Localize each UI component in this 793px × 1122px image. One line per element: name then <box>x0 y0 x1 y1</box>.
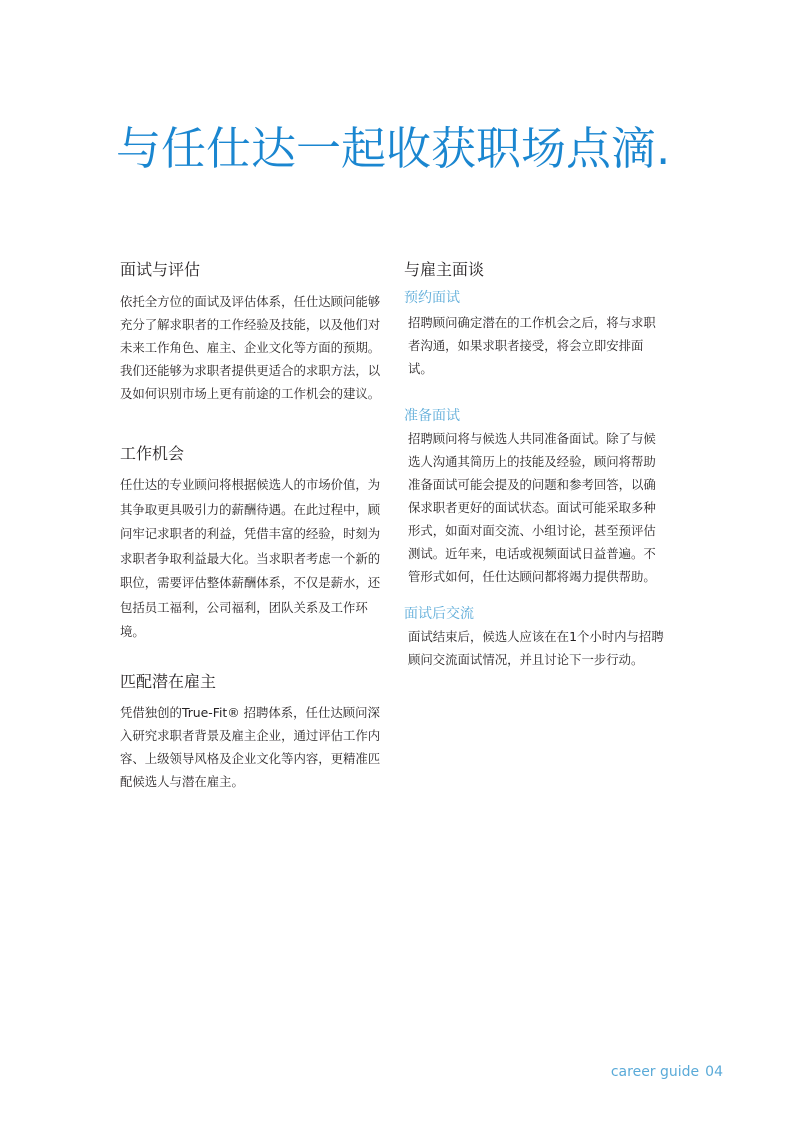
subsection-heading: 面试后交流 <box>404 606 474 622</box>
left-column <box>120 258 382 793</box>
page-footer <box>611 1062 723 1082</box>
subsection-schedule-interview <box>404 287 666 380</box>
section-heading: 匹配潜在雇主 <box>120 671 217 691</box>
section-heading: 面试与评估 <box>120 260 201 279</box>
subsection-heading: 预约面试 <box>404 290 460 306</box>
subsection-body: 招聘顾问确定潜在的工作机会之后，将与求职者沟通，如果求职者接受，将会立即安排面试。 <box>408 315 656 376</box>
page-number: 04 <box>705 1064 723 1080</box>
section-body: 依托全方位的面试及评估体系，任仕达顾问能够充分了解求职者的工作经验及技能，以及他们对未来工作角色、雇主、企业文化等方面的预期。我们还能够为求职者提供更适合的求职方法，以及如何识别市场上更有前途的工作机会的建议。 <box>120 294 381 401</box>
page-title: 与任仕达一起收获职场点滴. <box>116 122 671 175</box>
section-job-opportunity <box>120 442 382 645</box>
right-column <box>404 258 666 671</box>
subsection-heading: 准备面试 <box>404 408 460 424</box>
subsection-body: 招聘顾问将与候选人共同准备面试。除了与候选人沟通其简历上的技能及经验，顾问将帮助准备面试可能会提及的问题和参考回答，以确保求职者更好的面试状态。面试可能采取多种形式，如面对面交流、小组讨论，甚至预评估测试。近年来，电话或视频面试日益普遍。不管形式如何，任仕达顾问都将竭力提供帮助。 <box>408 431 656 584</box>
section-heading: 工作机会 <box>120 444 185 463</box>
section-match-employer <box>120 670 382 793</box>
subsection-body: 面试结束后，候选人应该在在1个小时内与招聘顾问交流面试情况，并且讨论下一步行动。 <box>408 629 664 667</box>
subsection-prepare-interview <box>404 405 666 588</box>
section-interview-assessment <box>120 258 382 405</box>
section-body: 凭借独创的True-Fit® 招聘体系，任仕达顾问深入研究求职者背景及雇主企业，通过评估工作内容、上级领导风格及企业文化等内容，更精准匹配候选人与潜在雇主。 <box>120 704 381 789</box>
footer-label: career guide <box>610 1064 700 1080</box>
subsection-post-interview <box>404 603 666 671</box>
section-body: 任仕达的专业顾问将根据候选人的市场价值，为其争取更具吸引力的薪酬待遇。在此过程中，顾问牢记求职者的利益，凭借丰富的经验，时刻为求职者争取利益最大化。当求职者考虑一个新的职位，需要评估整体薪酬体系，不仅是薪水，还包括员工福利，公司福利，团队关系及工作环境。 <box>120 477 381 639</box>
section-heading-employer-interview: 与雇主面谈 <box>404 260 485 279</box>
